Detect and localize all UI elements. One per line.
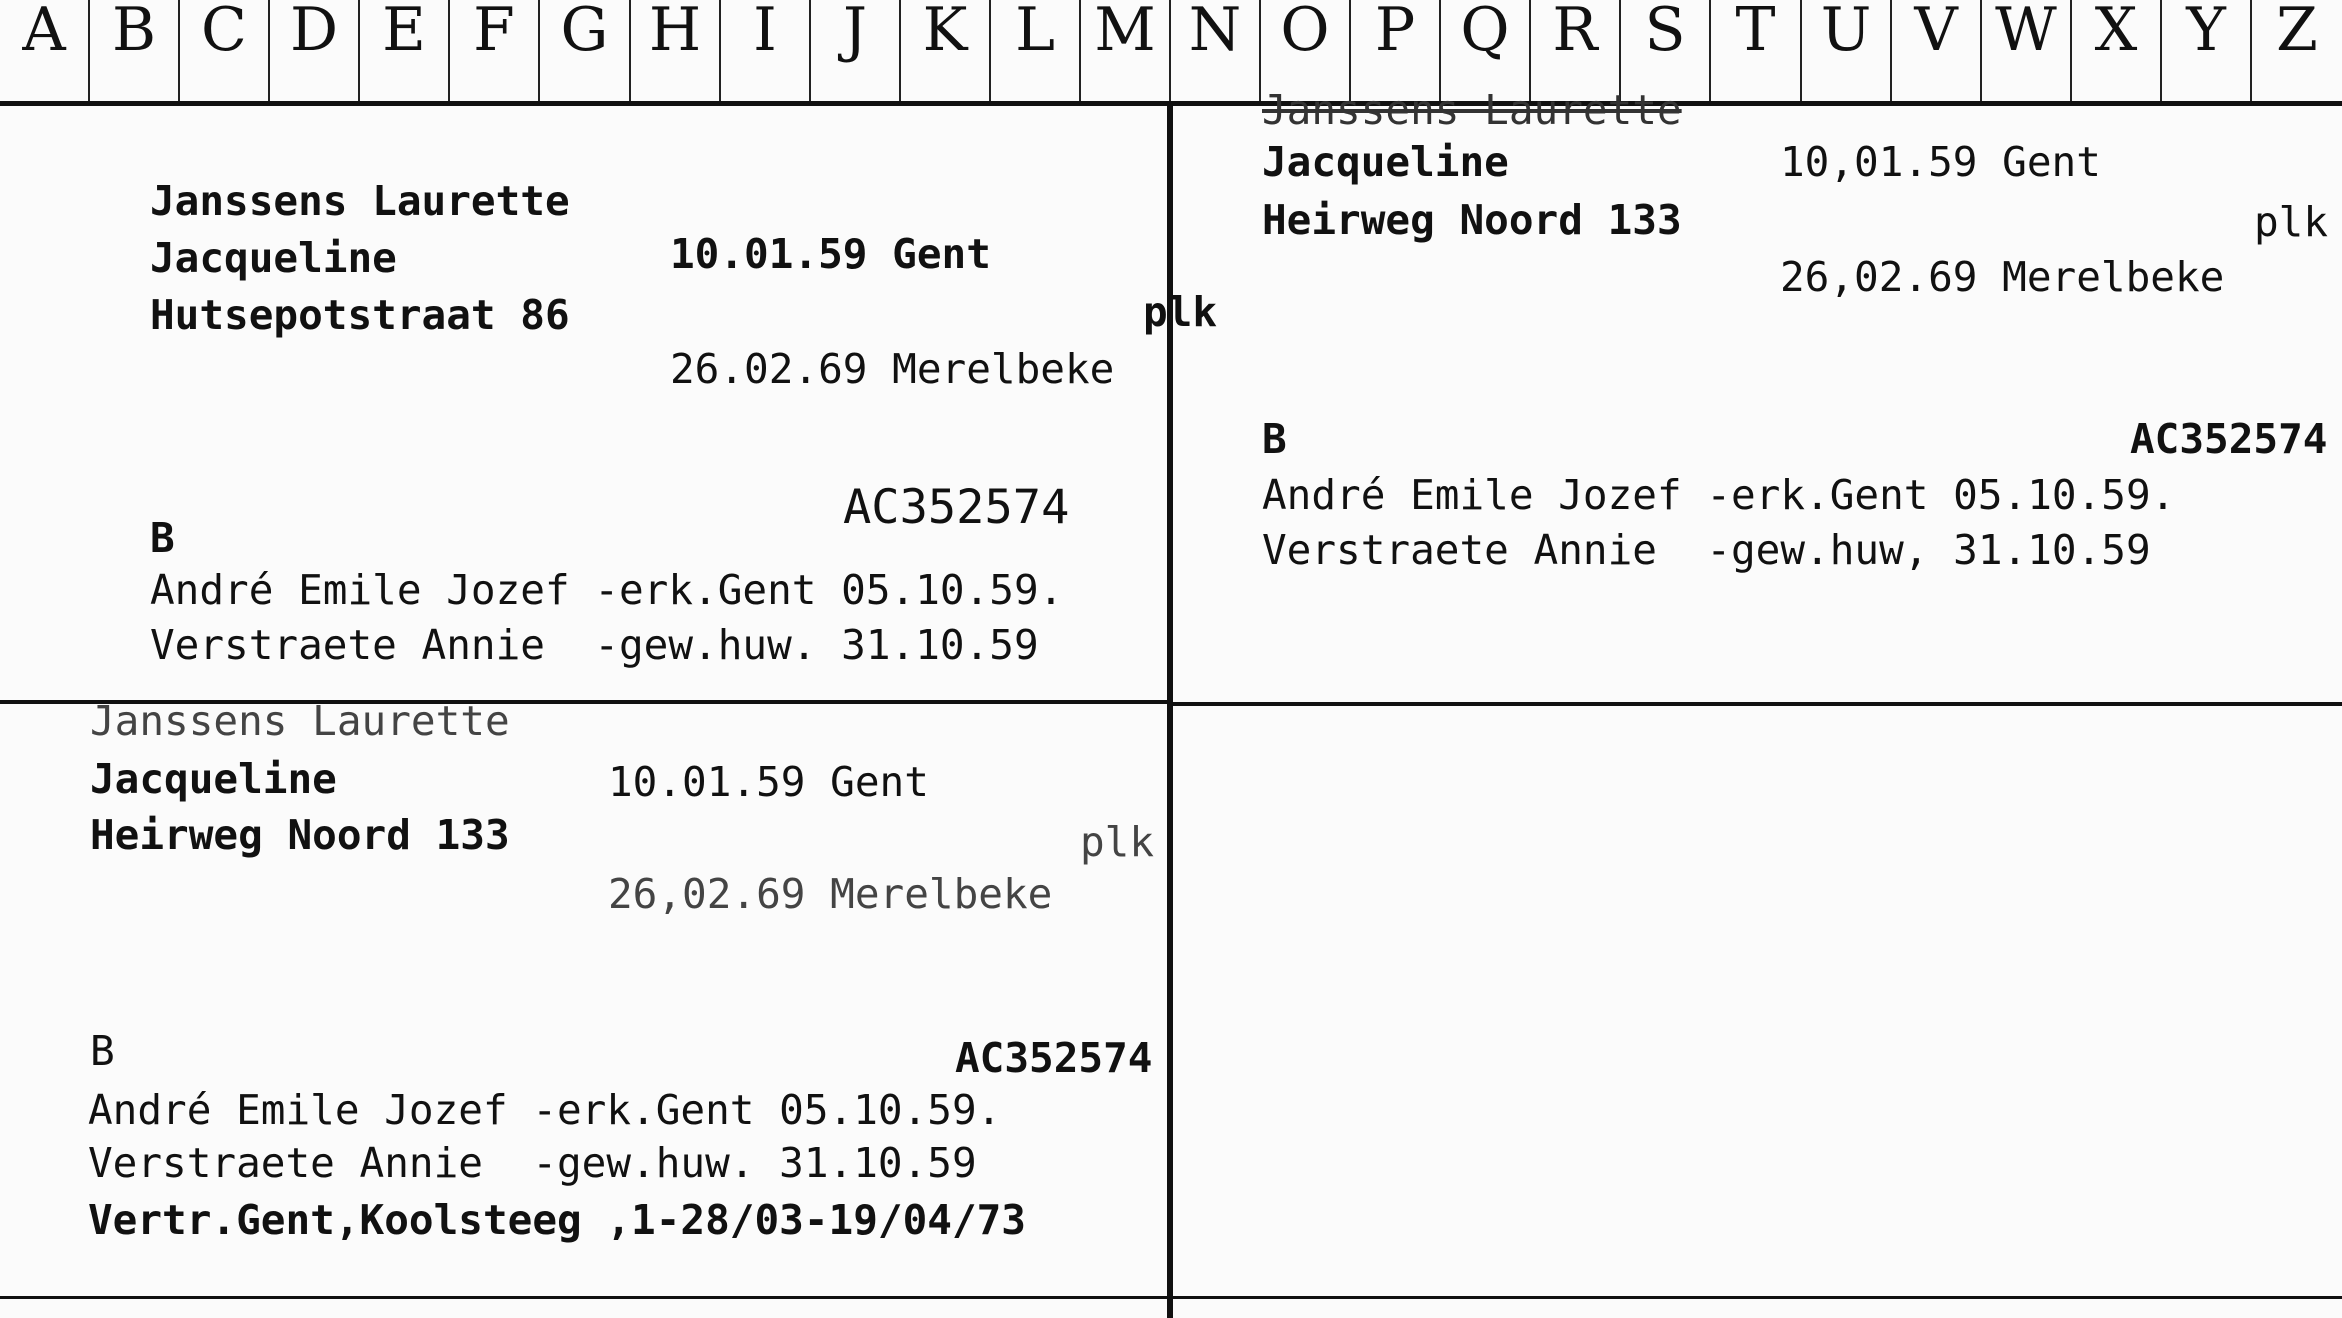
- birth-date-place: 10.01.59 Gent: [608, 758, 929, 806]
- vertical-divider: [1167, 104, 1173, 1318]
- serial-number: AC352574: [843, 480, 1070, 535]
- alphabet-letter-x: [2072, 0, 2162, 101]
- spouse-line: Verstraete Annie -gew.huw, 31.10.59: [1262, 526, 2151, 574]
- alphabet-letter-label: S: [1644, 0, 1686, 65]
- alphabet-letter-label: I: [753, 0, 777, 65]
- alphabet-letter-h: [631, 0, 721, 101]
- alphabet-index-bar: [0, 0, 2342, 106]
- spouse-line: Verstraete Annie -gew.huw. 31.10.59: [150, 621, 1039, 669]
- alphabet-letter-u: [1802, 0, 1892, 101]
- alphabet-letter-label: Z: [2276, 0, 2318, 65]
- surname: Janssens Laurette: [1262, 86, 1682, 134]
- alphabet-letter-label: H: [648, 0, 702, 65]
- alphabet-letter-l: [991, 0, 1081, 101]
- registration-date-place: 26,02.69 Merelbeke: [608, 870, 1053, 918]
- surname: Janssens Laurette: [90, 697, 510, 745]
- alphabet-letter-j: [811, 0, 901, 101]
- mark-plk: plk: [1080, 818, 1155, 866]
- category-letter: B: [1262, 415, 1287, 463]
- alphabet-letter-label: O: [1280, 0, 1330, 65]
- alphabet-letter-label: Y: [2186, 0, 2226, 65]
- alphabet-letter-z: [2252, 0, 2342, 101]
- alphabet-letter-label: K: [922, 0, 968, 65]
- address: Heirweg Noord 133: [90, 811, 510, 859]
- alphabet-letter-label: U: [1820, 0, 1872, 65]
- serial-number: AC352574: [2130, 415, 2328, 463]
- alphabet-letter-label: R: [1552, 0, 1598, 65]
- category-letter: B: [150, 514, 175, 562]
- alphabet-letter-label: A: [22, 0, 66, 65]
- alphabet-letter-a: [0, 0, 90, 101]
- mark-plk: plk: [2254, 198, 2329, 246]
- alphabet-letter-label: N: [1188, 0, 1242, 65]
- registration-date-place: 26.02.69 Merelbeke: [670, 345, 1115, 393]
- alphabet-letter-label: E: [382, 0, 426, 65]
- alphabet-letter-label: D: [289, 0, 339, 65]
- alphabet-letter-c: [180, 0, 270, 101]
- surname: Janssens Laurette: [150, 177, 570, 225]
- alphabet-letter-t: [1711, 0, 1802, 101]
- bottom-rule: [0, 1296, 2342, 1299]
- alphabet-letter-label: X: [2094, 0, 2138, 65]
- alphabet-letter-k: [901, 0, 991, 101]
- horizontal-divider-right: [1172, 702, 2342, 706]
- father-line: André Emile Jozef -erk.Gent 05.10.59.: [150, 566, 1064, 614]
- alphabet-letter-w: [1982, 0, 2072, 101]
- alphabet-letter-label: T: [1735, 0, 1776, 65]
- registration-date-place: 26,02.69 Merelbeke: [1780, 253, 2225, 301]
- alphabet-letter-label: P: [1374, 0, 1416, 65]
- alphabet-letter-d: [270, 0, 360, 101]
- alphabet-letter-m: [1081, 0, 1171, 101]
- birth-date-place: 10,01.59 Gent: [1780, 138, 2101, 186]
- mark-plk: plk: [1143, 288, 1218, 336]
- father-line: André Emile Jozef -erk.Gent 05.10.59.: [88, 1086, 1002, 1134]
- first-name: Jacqueline: [1262, 138, 1509, 186]
- alphabet-letter-v: [1892, 0, 1982, 101]
- alphabet-letter-label: V: [1914, 0, 1958, 65]
- alphabet-letter-label: Q: [1460, 0, 1510, 65]
- alphabet-letter-label: G: [560, 0, 609, 65]
- father-line: André Emile Jozef -erk.Gent 05.10.59.: [1262, 471, 2176, 519]
- alphabet-letter-n: [1171, 0, 1261, 101]
- first-name: Jacqueline: [90, 755, 337, 803]
- first-name: Jacqueline: [150, 234, 397, 282]
- spouse-line: Verstraete Annie -gew.huw. 31.10.59: [88, 1139, 977, 1187]
- alphabet-letter-label: M: [1094, 0, 1156, 65]
- move-line: Vertr.Gent,Koolsteeg ,1-28/03-19/04/73: [88, 1196, 1026, 1244]
- alphabet-letter-g: [540, 0, 631, 101]
- alphabet-letter-label: F: [473, 0, 515, 65]
- address: Heirweg Noord 133: [1262, 196, 1682, 244]
- alphabet-letter-label: C: [201, 0, 247, 65]
- alphabet-letter-b: [90, 0, 180, 101]
- alphabet-letter-i: [721, 0, 811, 101]
- birth-date-place: 10.01.59 Gent: [670, 230, 991, 278]
- alphabet-letter-f: [450, 0, 540, 101]
- category-letter: B: [90, 1027, 115, 1075]
- address: Hutsepotstraat 86: [150, 291, 570, 339]
- alphabet-letter-label: B: [111, 0, 157, 65]
- alphabet-letter-y: [2162, 0, 2252, 101]
- alphabet-letter-label: J: [842, 0, 868, 65]
- alphabet-letter-label: W: [1995, 0, 2057, 65]
- alphabet-letter-label: L: [1015, 0, 1055, 65]
- serial-number: AC352574: [955, 1034, 1153, 1082]
- alphabet-letter-e: [360, 0, 450, 101]
